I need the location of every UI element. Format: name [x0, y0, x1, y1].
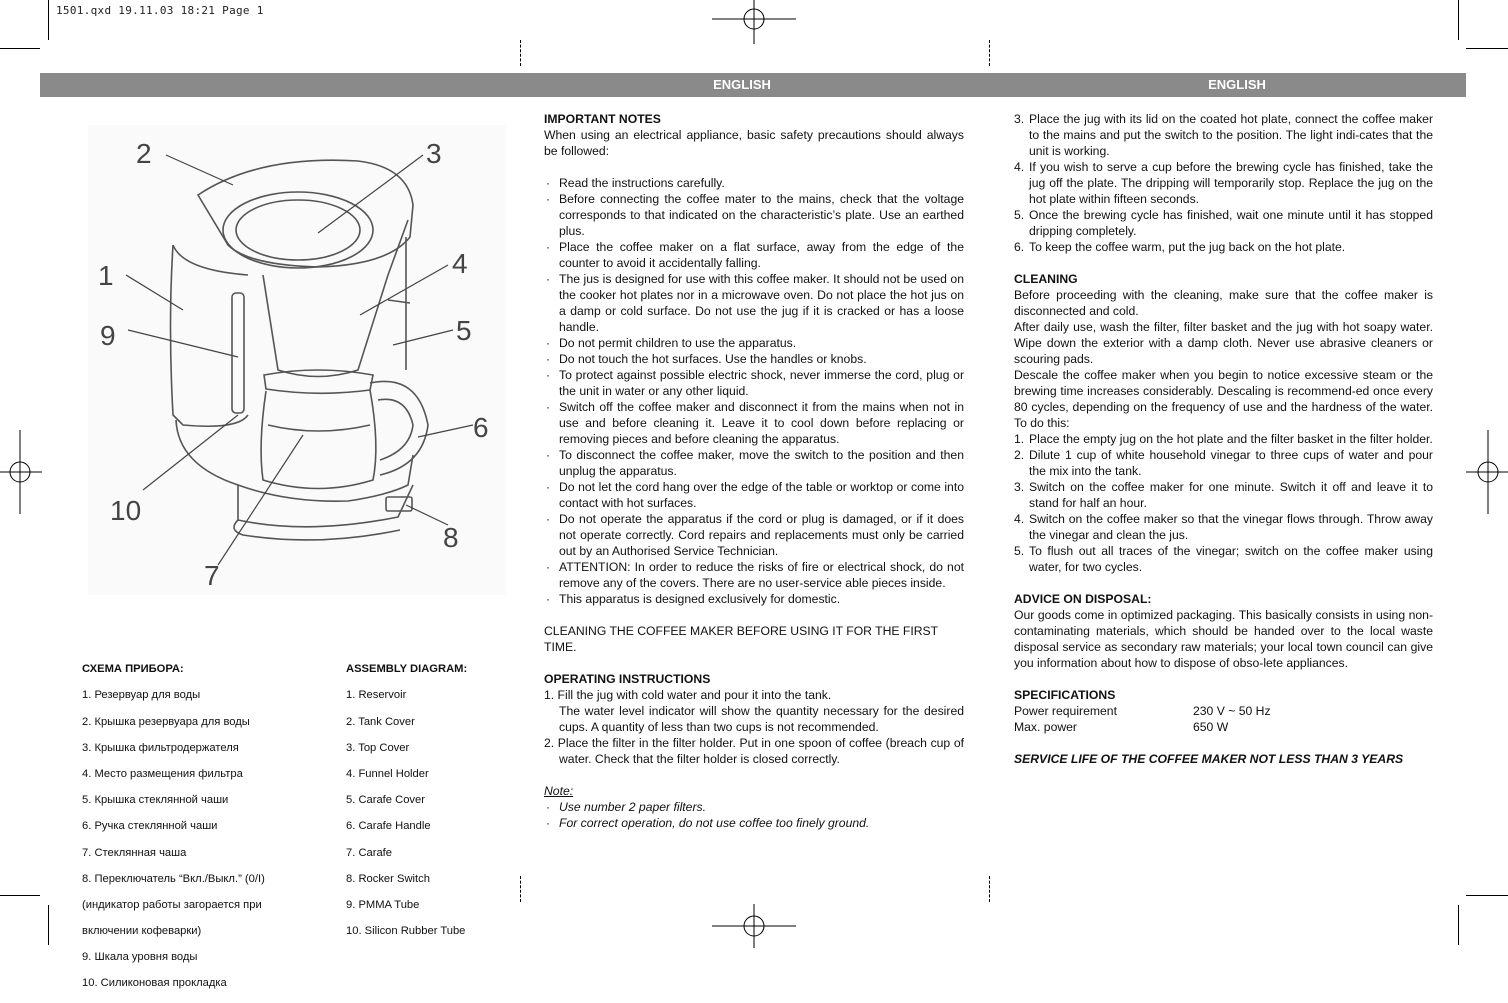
column-middle: [544, 111, 964, 831]
safety-bullet: · Place the coffee maker on a flat surface, away from the edge of the counter to avoid it accidentally falling.: [546, 240, 964, 270]
disposal-heading: ADVICE ON DISPOSAL:: [1014, 592, 1152, 606]
legend-english-title: ASSEMBLY DIAGRAM:: [346, 663, 468, 676]
safety-bullet: · This apparatus is designed exclusively for domestic.: [546, 592, 841, 606]
spec-row: [1014, 719, 1433, 735]
legend-item: 2. Tank Cover: [346, 715, 415, 728]
callout-9: 9: [100, 320, 116, 351]
specifications-heading: SPECIFICATIONS: [1014, 688, 1116, 702]
registration-mark-bottom: [712, 904, 796, 948]
spec-row: [1014, 703, 1433, 719]
cleaning-paragraph: After daily use, wash the filter, filter basket and the jug with hot soapy water. Wipe down the exterior with a damp cloth. Never use abrasive cleaners or scouring pads.: [1014, 320, 1433, 366]
file-slug: 1501.qxd 19.11.03 18:21 Page 1: [56, 4, 264, 17]
registration-mark-top: [712, 0, 796, 44]
safety-bullet: · To protect against possible electric shock, never immerse the cord, plug or the unit in water or any other liquid.: [546, 368, 964, 398]
callout-2: 2: [136, 138, 152, 169]
legend-item: 5. Крышка стеклянной чаши: [82, 794, 229, 807]
callout-3: 3: [426, 138, 442, 169]
descaling-step: 3. Switch on the coffee maker for one minute. Switch it off and leave it to stand for half an hour.: [1014, 480, 1433, 510]
safety-bullet: · Do not let the cord hang over the edge of the table or worktop or come into contact with hot surfaces.: [546, 480, 964, 510]
operating-step: 4. If you wish to serve a cup before the brewing cycle has finished, take the jug off the plate. The dripping will temporarily stop. Replace the jug on the hot plate within fifteen seconds.: [1014, 160, 1433, 206]
legend-item: 1. Reservoir: [346, 689, 407, 702]
safety-bullet: · Read the instructions carefully.: [546, 176, 725, 190]
legend-item: 10. Силиконовая прокладка: [82, 977, 227, 990]
operating-step: 5. Once the brewing cycle has finished, wait one minute until it has stopped dripping completely.: [1014, 208, 1433, 238]
operating-step-2: 2. Place the filter in the filter holder. Put in one spoon of coffee (breach cup of water. Check that the filter holder is closed correctly.: [544, 736, 964, 766]
safety-bullet: · ATTENTION: In order to reduce the risks of fire or electrical shock, do not remove any of the covers. There are no user-service able pieces inside.: [546, 560, 964, 590]
legend-item: 7. Carafe: [346, 846, 393, 859]
column-right: [1014, 111, 1433, 767]
descaling-step: 2. Dilute 1 cup of white household vinegar to three cups of water and pour the mix into the tank.: [1014, 448, 1433, 478]
cleaning-paragraph: Descale the coffee maker when you begin to notice excessive steam or the brewing time increases considerably. Descaling is recommend-ed once every 80 cycles, depending on the frequency of use and the hardness of the water. To do this:: [1014, 368, 1433, 430]
cleaning-heading: CLEANING: [1014, 272, 1078, 286]
safety-bullet: · Do not operate the apparatus if the cord or plug is damaged, or if it does not operate correctly. Cord repairs and replacements must only be carried out by an Authorised Service Technician.: [546, 512, 964, 558]
legend-item: 9. Шкала уровня воды: [82, 951, 198, 964]
legend-item: 8. Переключатель “Вкл./Выкл.” (0/I): [82, 872, 265, 885]
safety-bullet: · Switch off the coffee maker and disconnect it from the mains when not in use and before cleaning it. Leave it to cool down before replacing or removing pieces and before cleaning the apparatus.: [546, 400, 964, 446]
callout-5: 5: [456, 315, 472, 346]
callout-10: 10: [110, 495, 142, 526]
callout-4: 4: [452, 248, 468, 279]
operating-instructions-heading: OPERATING INSTRUCTIONS: [544, 672, 711, 686]
header-english-left: ENGLISH: [713, 77, 771, 92]
callout-1: 1: [98, 260, 114, 291]
safety-bullet: · Do not permit children to use the apparatus.: [546, 336, 797, 350]
note-bullet: · For correct operation, do not use coffee too finely ground.: [546, 816, 870, 830]
legend-item: 10. Silicon Rubber Tube: [346, 925, 466, 938]
spec-value: 650 W: [1193, 720, 1229, 734]
registration-mark-right: [1466, 430, 1508, 514]
operating-step-1: 1. Fill the jug with cold water and pour it into the tank.: [544, 688, 832, 702]
legend-russian-title: СХЕМА ПРИБОРА:: [82, 663, 184, 676]
legend-item: 3. Крышка фильтродержателя: [82, 741, 239, 754]
legend-item: 8. Rocker Switch: [346, 872, 430, 885]
safety-bullet: · To disconnect the coffee maker, move the switch to the position and then unplug the apparatus.: [546, 448, 964, 478]
legend-russian: [82, 651, 332, 1003]
legend-item: 3. Top Cover: [346, 741, 410, 754]
disposal-text: Our goods come in optimized packaging. This basically consists in using non-contaminating materials, which should be handed over to the local waste disposal service as secondary raw materials; your local town council can give you information about how to dispose of obso-lete appliances.: [1014, 608, 1433, 670]
operating-step: 6. To keep the coffee warm, put the jug back on the hot plate.: [1014, 240, 1346, 254]
cleaning-before-first-use: CLEANING THE COFFEE MAKER BEFORE USING IT FOR THE FIRST TIME.: [544, 624, 938, 654]
safety-bullet: · Do not touch the hot surfaces. Use the handles or knobs.: [546, 352, 867, 366]
legend-item: 4. Funnel Holder: [346, 767, 429, 780]
spec-label: Power requirement: [1014, 704, 1117, 718]
legend-item: 9. PMMA Tube: [346, 898, 420, 911]
header-english-right: ENGLISH: [1208, 77, 1266, 92]
safety-bullet: · The jus is designed for use with this coffee maker. It should not be used on the cooker hot plates nor in a microwave oven. Do not place the hot jus on a damp or cold surface. Do not use the jug if it is cracked or has a loose handle.: [546, 272, 964, 334]
callout-8: 8: [443, 522, 459, 553]
important-notes-heading: IMPORTANT NOTES: [544, 112, 661, 126]
legend-item: 7. Стеклянная чаша: [82, 846, 187, 859]
legend-item: 5. Carafe Cover: [346, 794, 425, 807]
note-heading: Note:: [544, 784, 574, 798]
legend-item: 2. Крышка резервуара для воды: [82, 715, 250, 728]
service-life-notice: SERVICE LIFE OF THE COFFEE MAKER NOT LESS THAN 3 YEARS: [1014, 752, 1404, 766]
spec-label: Max. power: [1014, 720, 1077, 734]
legend-english: [346, 651, 496, 950]
callout-6: 6: [473, 412, 489, 443]
operating-step: 3. Place the jug with its lid on the coated hot plate, connect the coffee maker to the mains and put the switch to the position. The light indi-cates that the unit is working.: [1014, 112, 1433, 158]
legend-item: 1. Резервуар для воды: [82, 689, 201, 702]
spec-value: 230 V ~ 50 Hz: [1193, 704, 1271, 718]
language-header-band: [40, 73, 1466, 97]
legend-item: (индикатор работы загорается при: [82, 898, 262, 911]
safety-bullet: · Before connecting the coffee mater to the mains, check that the voltage corresponds to that indicated on the characteristic’s plate. Use an earthed plus.: [546, 192, 964, 238]
legend-item: 4. Место размещения фильтра: [82, 767, 243, 780]
descaling-step: 1. Place the empty jug on the hot plate and the filter basket in the filter holder.: [1014, 432, 1433, 446]
descaling-step: 5. To flush out all traces of the vinegar; switch on the coffee maker using water, for two cycles.: [1014, 544, 1433, 574]
registration-mark-left: [0, 430, 42, 514]
coffee-maker-diagram: [88, 125, 506, 595]
descaling-step: 4. Switch on the coffee maker so that the vinegar flows through. Throw away the vinegar and clean the jus.: [1014, 512, 1433, 542]
note-bullet: · Use number 2 paper filters.: [546, 800, 706, 814]
legend-item: включении кофеварки): [82, 925, 202, 938]
callout-7: 7: [204, 560, 220, 591]
legend-item: 6. Ручка стеклянной чаши: [82, 820, 218, 833]
operating-step-1-detail: The water level indicator will show the quantity necessary for the desired cups. A quantity of less than two cups is not recommended.: [559, 704, 964, 734]
legend-item: 6. Carafe Handle: [346, 820, 431, 833]
cleaning-paragraph: Before proceeding with the cleaning, make sure that the coffee maker is disconnected and cold.: [1014, 288, 1433, 318]
important-intro: When using an electrical appliance, basic safety precautions should always be followed:: [544, 128, 964, 158]
